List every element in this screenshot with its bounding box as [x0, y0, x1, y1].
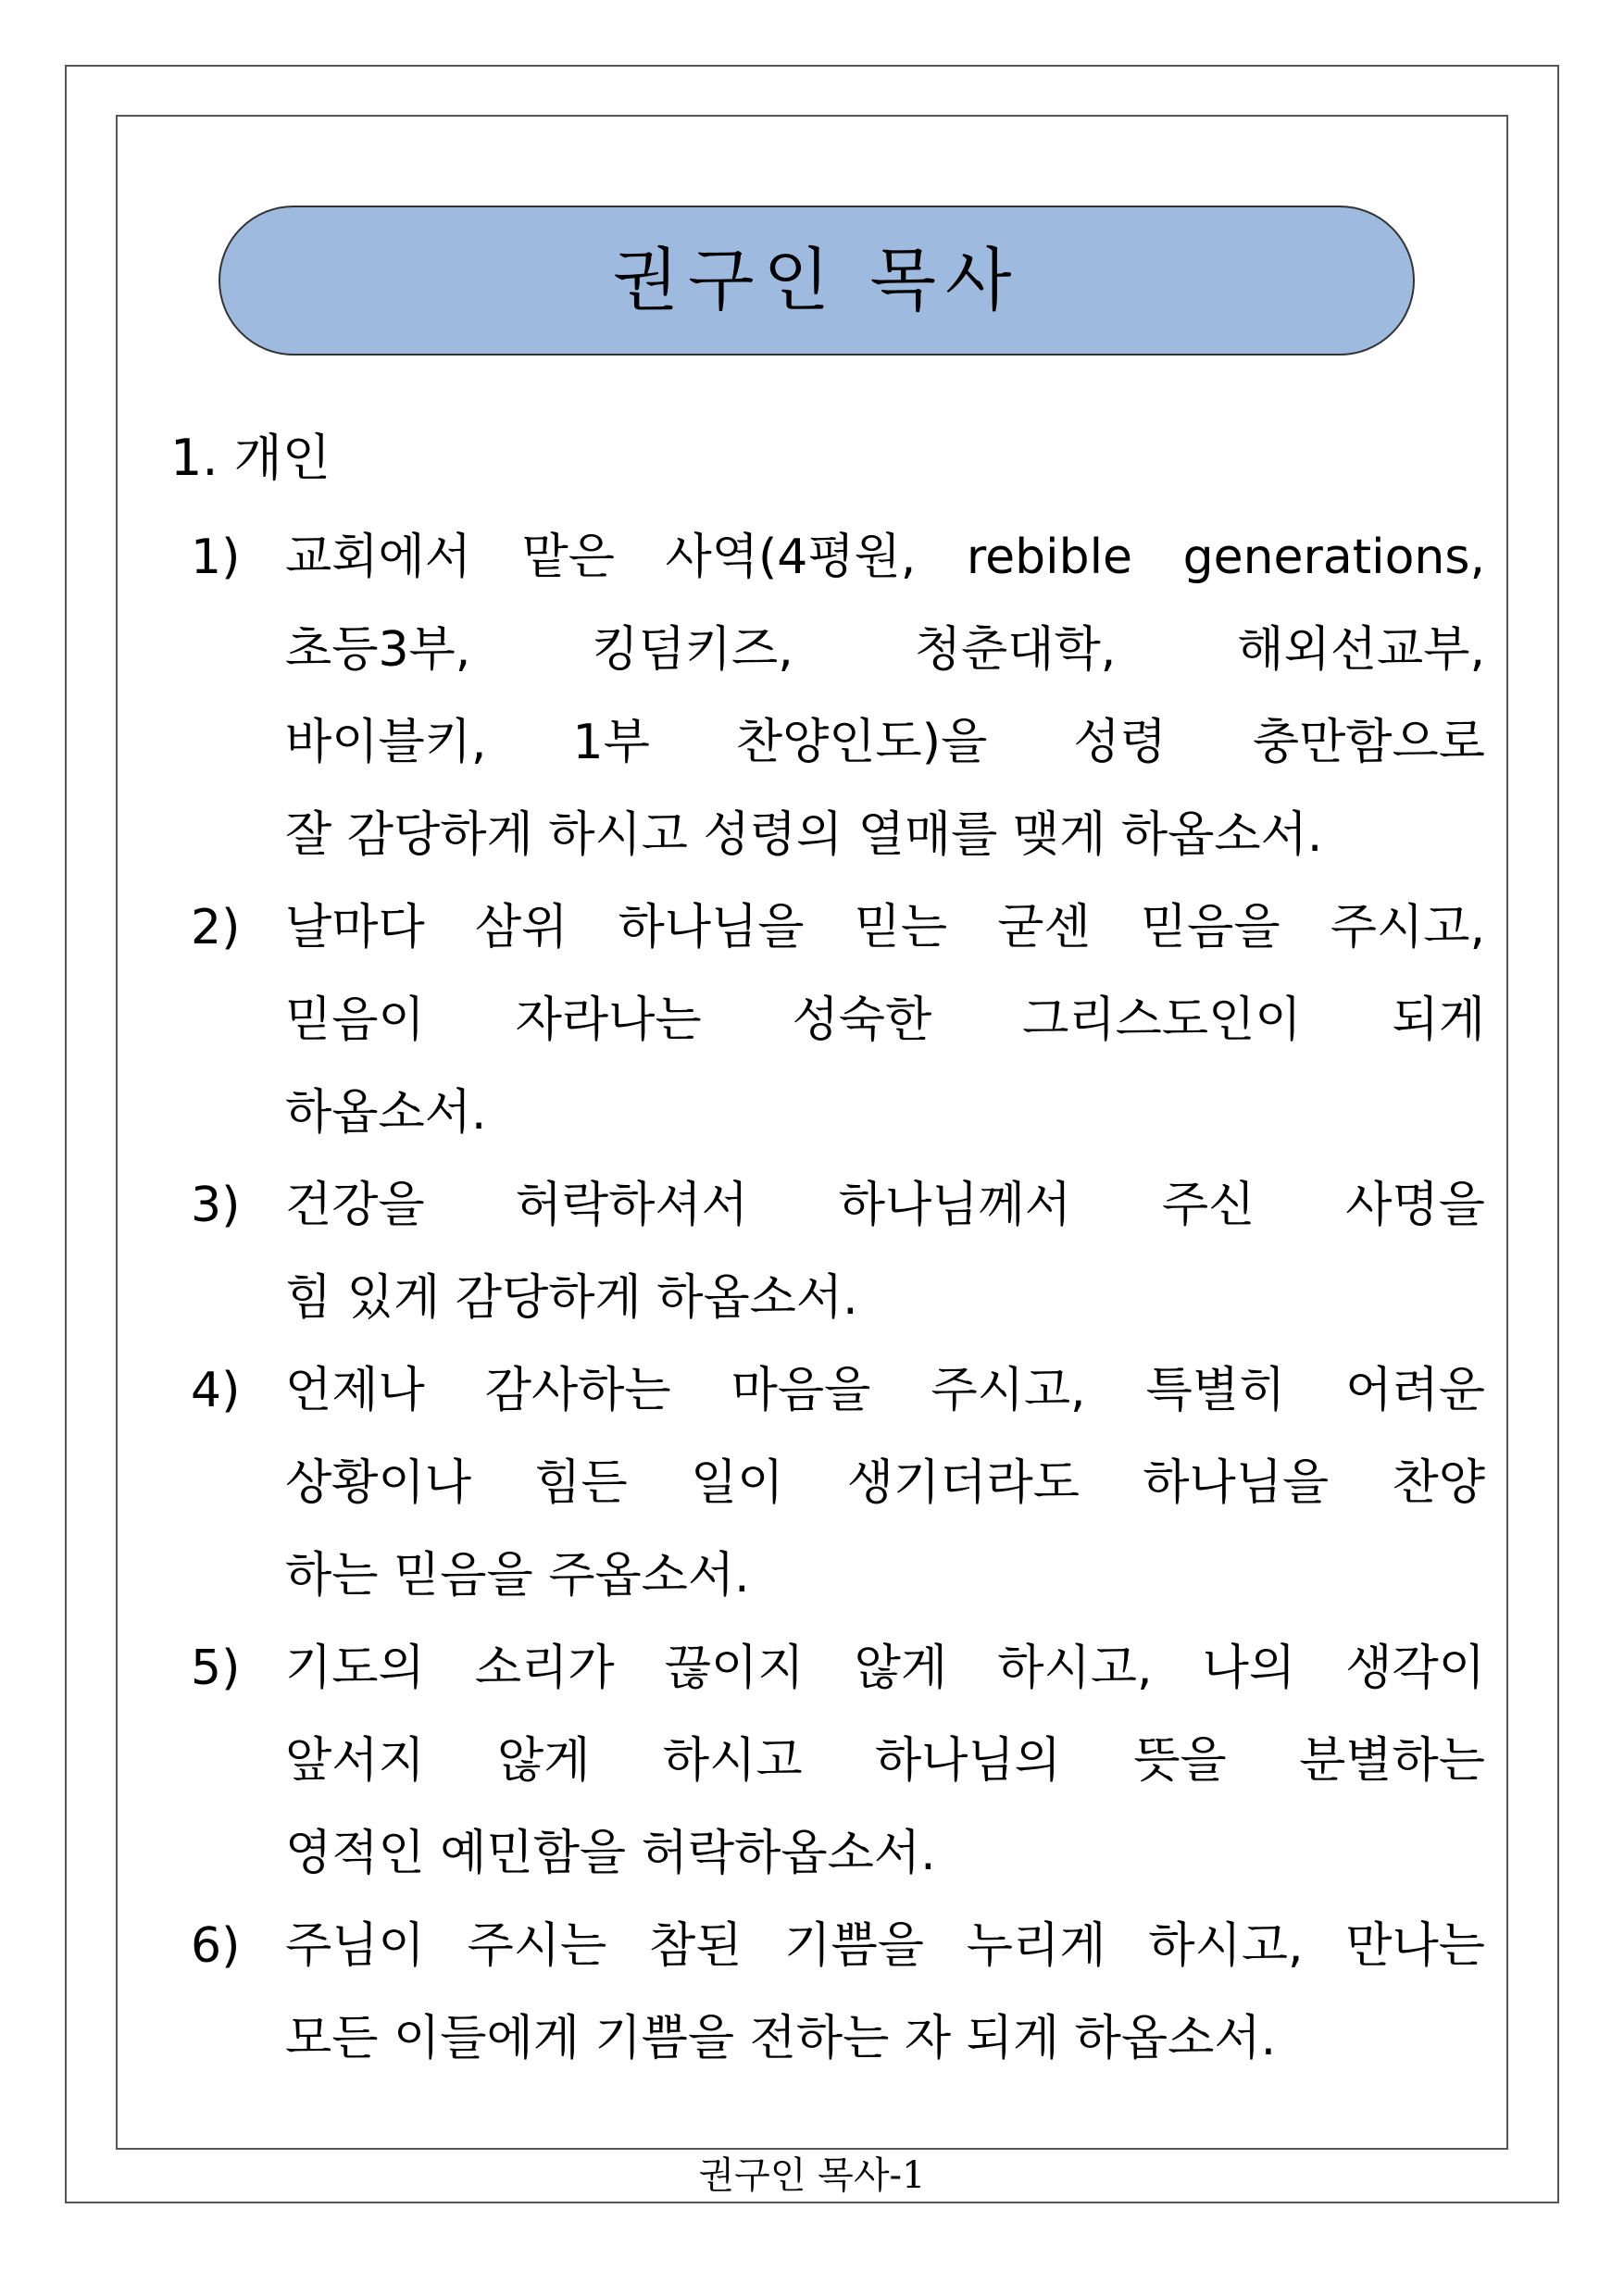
prayer-item	[191, 1344, 1487, 1622]
page-footer: 권구인 목사-1	[698, 2154, 926, 2197]
item-number: 4)	[191, 1363, 241, 1418]
item-line: 기도의 소리가 끊이지 않게 하시고, 나의 생각이	[285, 1641, 1485, 1696]
item-number: 3)	[191, 1178, 241, 1233]
item-line: 날마다 삼위 하나님을 믿는 굳센 믿음을 주시고,	[285, 900, 1485, 955]
item-line: 잘 감당하게 하시고 성령의 열매를 맺게 하옵소서.	[285, 807, 1323, 863]
prayer-item	[191, 511, 1487, 881]
item-line: 힘 있게 감당하게 하옵소서.	[285, 1270, 858, 1326]
title-banner	[219, 206, 1415, 356]
item-line: 건강을 허락하셔서 하나님께서 주신 사명을	[285, 1178, 1485, 1233]
item-line: 바이블키, 1부 찬양인도)을 성령 충만함으로	[285, 715, 1485, 770]
prayer-item	[191, 1159, 1487, 1344]
item-line: 하는 믿음을 주옵소서.	[285, 1548, 750, 1603]
item-line: 언제나 감사하는 마음을 주시고, 특별히 어려운	[285, 1363, 1485, 1418]
item-line: 상황이나 힘든 일이 생기더라도 하나님을 찬양	[285, 1455, 1485, 1511]
section-heading: 1. 개인	[170, 429, 331, 487]
prayer-item	[191, 881, 1487, 1159]
prayer-item	[191, 1622, 1487, 1900]
item-number: 1)	[191, 530, 241, 585]
item-line: 영적인 예민함을 허락하옵소서.	[285, 1826, 936, 1881]
item-line: 믿음이 자라나는 성숙한 그리스도인이 되게	[285, 992, 1485, 1048]
prayer-item	[191, 1900, 1487, 2085]
item-number: 5)	[191, 1641, 241, 1696]
item-line: 하옵소서.	[285, 1085, 487, 1141]
item-line: 주님이 주시는 참된 기쁨을 누리게 하시고, 만나는	[285, 1918, 1485, 1974]
item-number: 6)	[191, 1918, 241, 1974]
item-line: 초등3부, 킹덤키즈, 청춘대학, 해외선교부,	[285, 622, 1485, 678]
page-title: 권구인 목사	[612, 241, 1021, 320]
item-number: 2)	[191, 900, 241, 955]
item-line: 모든 이들에게 기쁨을 전하는 자 되게 하옵소서.	[285, 2011, 1277, 2066]
item-line: 교회에서 맡은 사역(4평원, rebible generations,	[285, 530, 1485, 585]
item-line: 앞서지 않게 하시고 하나님의 뜻을 분별하는	[285, 1733, 1485, 1789]
